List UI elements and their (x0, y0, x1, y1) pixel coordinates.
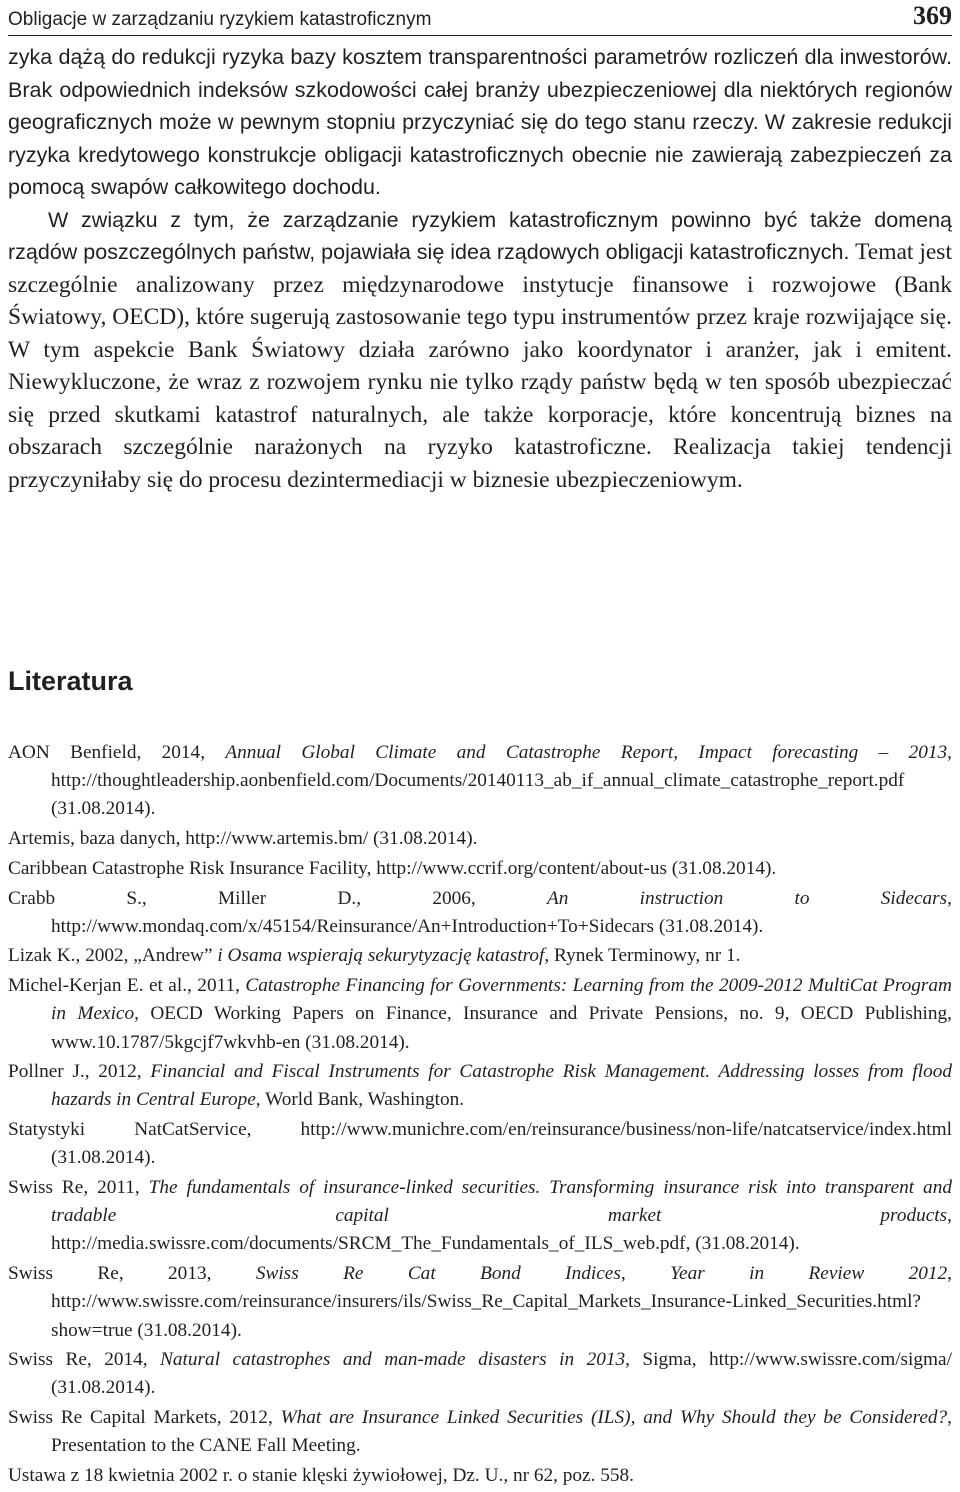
reference-title: Swiss Re Cat Bond Indices, Year in Review 2012 (255, 1263, 948, 1285)
reference-entry (8, 942, 952, 970)
reference-details: , http://thoughtleadership.aonbenfield.com/Documents/20140113_ab_if_annual_climate_catastrophe_report.pdf (31.08.2014). (51, 742, 952, 820)
paragraph-2-part-a: W związku z tym, że zarządzanie ryzykiem katastroficznym powinno być także domeną rządów poszczególnych państw, pojawiała się idea rządowych obligacji katastroficznych. (8, 207, 952, 264)
paragraph-1 (8, 41, 952, 204)
reference-title: Financial and Fiscal Instruments for Catastrophe Risk Management. Addressing losses from flood hazards in Central Europe (51, 1061, 953, 1111)
paragraph-1-part-a: zyka dążą do redukcji ryzyka bazy kosztem transparentności parametrów rozliczeń dla inwestorów. Brak odpowiednich indeksów szkodowości całej branży ubezpieczeniowej dla niektórych regionów geograficznych może w pewnym stopniu przyczyniać się do tego stanu rzeczy. (8, 45, 952, 134)
reference-title: Natural catastrophes and man-made disasters in 2013 (160, 1349, 626, 1371)
paragraph-1-part-b: W zakresie redukcji ryzyka kredytowego konstrukcje obligacji katastroficznych obecnie nie zawierają zabezpieczeń za pomocą swapów całkowitego dochodu. (8, 110, 953, 199)
running-header (8, 0, 952, 36)
paragraph-2-part-c: W tym aspekcie Bank Światowy działa zarówno jako koordynator i aranżer, jak i emitent. (8, 336, 952, 363)
reference-authors: Caribbean Catastrophe Risk Insurance Facility, http://www.ccrif.org/content/about-us (31.08.2014). (8, 857, 777, 879)
reference-authors: Swiss Re, 2013, (8, 1263, 256, 1285)
reference-entry (8, 1260, 952, 1345)
reference-entry (8, 1174, 952, 1259)
reference-authors: Artemis, baza danych, http://www.artemis.bm/ (31.08.2014). (8, 828, 478, 850)
reference-entry (8, 739, 952, 824)
reference-title: Catastrophe Financing for Governments: Learning from the 2009-2012 MultiCat Program in Mexico (51, 975, 952, 1025)
reference-authors: Pollner J., 2012, (8, 1061, 151, 1083)
reference-title: i Osama wspierają sekurytyzację katastrof (217, 945, 545, 967)
reference-authors: Swiss Re, 2011, (8, 1177, 149, 1199)
reference-details: , http://www.swissre.com/reinsurance/insurers/ils/Swiss_Re_Capital_Markets_Insurance-Linked_Securities.html?show=true (31.08.2014). (51, 1263, 952, 1341)
paragraph-2-part-b: Temat jest szczególnie analizowany przez międzynarodowe instytucje finansowe i rozwojowe (Bank Światowy, OECD), które sugerują zastosowanie tego typu instrumentów przez kraje rozwijające się. (8, 239, 952, 330)
reference-authors: AON Benfield, 2014, (8, 742, 226, 763)
reference-entry (8, 1346, 952, 1402)
reference-details: , Sigma, http://www.swissre.com/sigma/ (31.08.2014). (51, 1349, 952, 1399)
reference-authors: Swiss Re Capital Markets, 2012, (8, 1407, 281, 1429)
paragraph-2 (8, 204, 952, 497)
running-header-title: Obligacje w zarządzaniu ryzykiem katastroficznym (8, 9, 432, 30)
paragraph-2-part-e: Realizacja takiej tendencji przyczyniłaby się do procesu dezintermediacji w biznesie ubezpieczeniowym. (8, 434, 952, 493)
section-heading-literatura: Literatura (8, 666, 133, 696)
reference-entry (8, 1116, 952, 1172)
reference-authors: Crabb S., Miller D., 2006, (8, 887, 547, 909)
reference-details: , OECD Working Papers on Finance, Insurance and Private Pensions, no. 9, OECD Publishing, www.10.1787/5kgcjf7wkvhb-en (31.08.2014). (51, 1003, 952, 1053)
reference-authors: Michel-Kerjan E. et al., 2011, (8, 975, 246, 997)
reference-entry (8, 1058, 952, 1114)
reference-details: , Rynek Terminowy, nr 1. (544, 945, 741, 967)
reference-entry (8, 885, 952, 941)
reference-title: The fundamentals of insurance-linked securities. Transforming insurance risk into transparent and tradable capital market products (51, 1177, 952, 1227)
page-number: 369 (913, 1, 952, 30)
reference-details: , World Bank, Washington. (255, 1089, 465, 1111)
reference-entry (8, 855, 952, 883)
reference-title: What are Insurance Linked Securities (ILS), and Why Should they be Considered? (280, 1407, 948, 1429)
paragraph-2-part-d: Niewykluczone, że wraz z rozwojem rynku nie tylko rządy państw będą w ten sposób ubezpieczać się przed skutkami katastrof naturalnych, ale także korporacje, które koncentrują biznes na obszarach szczególnie narażonych na ryzyko katastroficzne. (8, 369, 952, 460)
reference-details: , http://media.swissre.com/documents/SRCM_The_Fundamentals_of_ILS_web.pdf, (31.08.2014). (51, 1205, 952, 1255)
reference-title: Annual Global Climate and Catastrophe Report, Impact forecasting – 2013 (225, 742, 948, 763)
reference-entry (8, 1404, 952, 1460)
reference-list (8, 739, 952, 1492)
reference-entry (8, 972, 952, 1057)
body-text (8, 41, 952, 496)
reference-authors: Lizak K., 2002, „Andrew” (8, 945, 218, 967)
reference-authors: Statystyki NatCatService, http://www.munichre.com/en/reinsurance/business/non-life/natcatservice/index.html (31.08.2014). (8, 1119, 952, 1169)
reference-details: , Presentation to the CANE Fall Meeting. (51, 1407, 952, 1457)
reference-entry (8, 1462, 952, 1490)
reference-title: An instruction to Sidecars (546, 887, 948, 909)
reference-authors: Ustawa z 18 kwietnia 2002 r. o stanie klęski żywiołowej, Dz. U., nr 62, poz. 558. (8, 1465, 634, 1487)
reference-details: , http://www.mondaq.com/x/45154/Reinsurance/An+Introduction+To+Sidecars (31.08.2014). (51, 887, 952, 937)
reference-entry (8, 825, 952, 853)
reference-authors: Swiss Re, 2014, (8, 1349, 161, 1371)
